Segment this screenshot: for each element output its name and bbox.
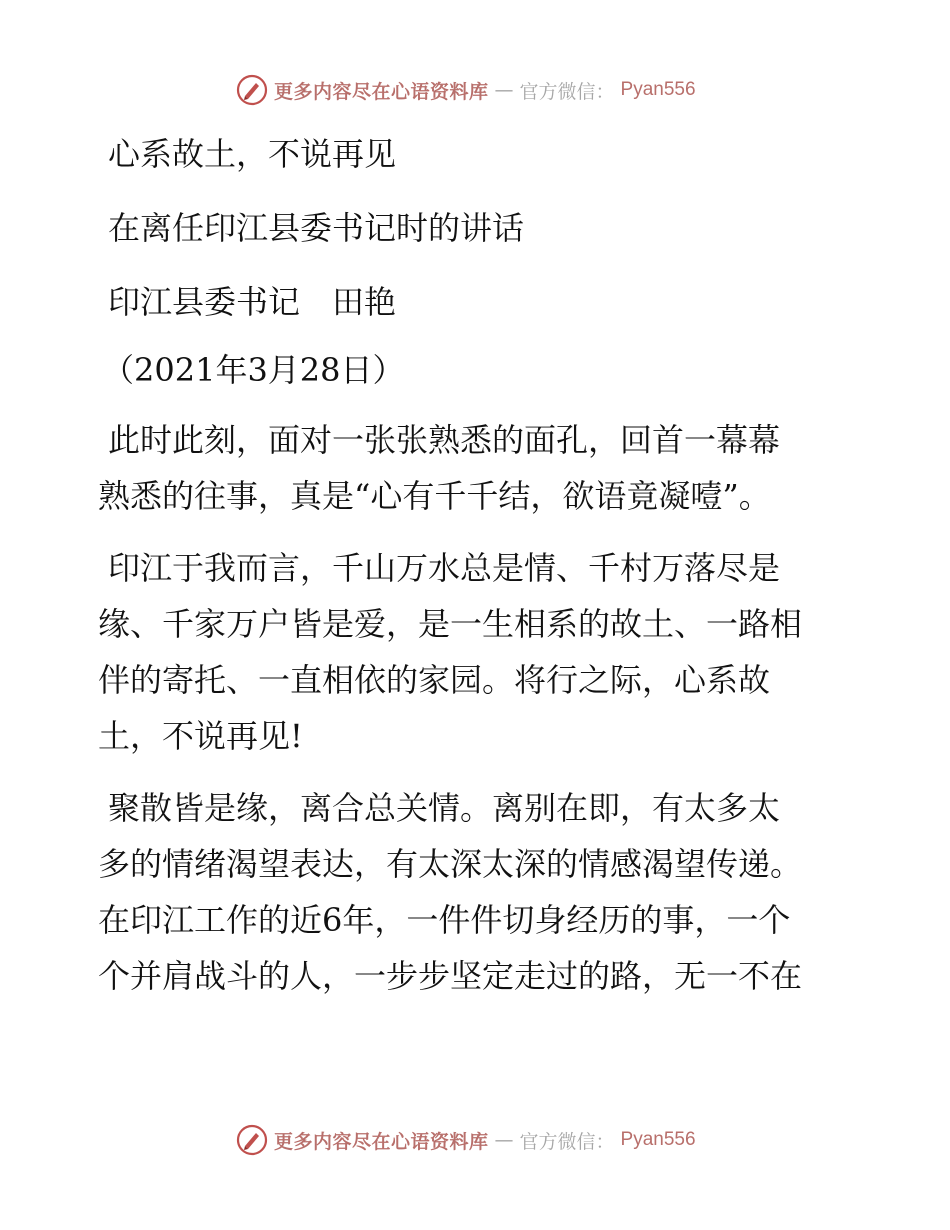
paragraph-line: 缘、千家万户皆是爱，是一生相系的故土、一路相 (98, 605, 803, 643)
paragraph-line: 土，不说再见! (98, 717, 303, 755)
document-title: 心系故土，不说再见 (108, 135, 397, 173)
paragraph (98, 780, 850, 1004)
paragraph-line: 聚散皆是缘，离合总关情。离别在即，有太多太 (108, 789, 781, 827)
watermark-text: 更多内容尽在心语资料库 (274, 80, 489, 103)
watermark-official: 官方微信： (519, 1130, 615, 1153)
document-body (98, 128, 850, 1004)
watermark-dash: — (494, 1129, 514, 1151)
paragraph-line: 个并肩战斗的人，一步步坚定走过的路，无一不在 (98, 957, 803, 995)
paragraph (98, 412, 850, 524)
document-author: 印江县委书记 田艳 (108, 283, 397, 321)
watermark-id: Pyan556 (620, 79, 696, 100)
paragraph-line: 在印江工作的近6年，一件件切身经历的事，一个 (98, 901, 791, 939)
watermark-dash: — (494, 79, 514, 101)
pen-logo-icon (236, 1124, 268, 1156)
paragraph-line: 熟悉的往事，真是“心有千千结，欲语竟凝噎”。 (98, 477, 771, 515)
paragraph-line: 此时此刻，面对一张张熟悉的面孔，回首一幕幕 (108, 421, 781, 459)
document-subtitle: 在离任印江县委书记时的讲话 (108, 209, 525, 247)
watermark-official: 官方微信： (519, 80, 615, 103)
paragraph (98, 540, 850, 764)
watermark-header (236, 70, 696, 110)
watermark-text: 更多内容尽在心语资料库 (274, 1130, 489, 1153)
paragraph-line: 多的情绪渴望表达，有太深太深的情感渴望传递。 (98, 845, 803, 883)
watermark-footer (236, 1120, 696, 1160)
watermark-id: Pyan556 (620, 1129, 696, 1150)
document-date: （2021年3月28日） (102, 351, 405, 389)
pen-logo-icon (236, 74, 268, 106)
paragraph-line: 伴的寄托、一直相依的家园。将行之际，心系故 (98, 661, 771, 699)
paragraph-line: 印江于我而言，千山万水总是情、千村万落尽是 (108, 549, 781, 587)
